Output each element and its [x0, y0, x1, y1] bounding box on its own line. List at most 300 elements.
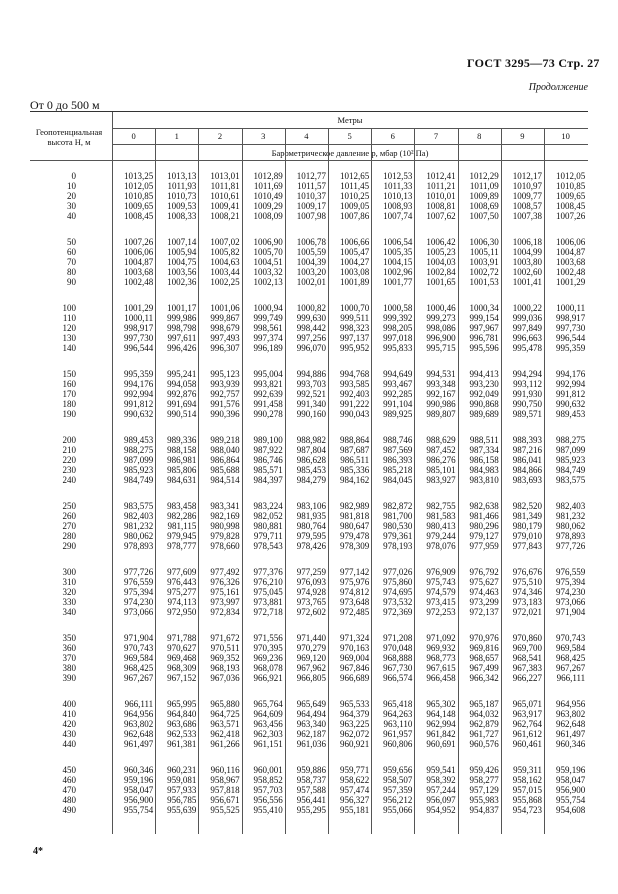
pressure-cell: 999,986	[167, 313, 197, 323]
pressure-cell: 976,326	[210, 577, 240, 587]
pressure-cell: 1011,45	[340, 181, 370, 191]
pressure-cell: 975,045	[253, 587, 283, 597]
pressure-cell: 961,381	[167, 739, 197, 749]
pressure-cell: 1007,62	[426, 211, 456, 221]
pressure-cell: 1008,69	[469, 201, 499, 211]
pressure-cell: 994,649	[383, 369, 413, 379]
pressure-cell: 997,611	[167, 333, 197, 343]
pressure-cell: 1002,84	[426, 267, 456, 277]
pressure-cell: 991,576	[210, 399, 240, 409]
pressure-cell: 994,413	[469, 369, 499, 379]
pressure-cell: 956,097	[426, 795, 456, 805]
pressure-cell: 977,726	[555, 541, 586, 551]
pressure-cell: 983,341	[210, 501, 240, 511]
pressure-cell: 987,099	[123, 455, 154, 465]
pressure-cell: 979,828	[210, 531, 240, 541]
pressure-cell: 959,426	[469, 765, 499, 775]
pressure-cell: 1004,39	[296, 257, 326, 267]
pressure-cell: 1003,80	[512, 257, 542, 267]
altitude-cell: 240	[62, 475, 76, 485]
pressure-cell: 977,142	[339, 567, 370, 577]
pressure-cell: 964,956	[123, 709, 154, 719]
pressure-cell: 1007,74	[383, 211, 413, 221]
pressure-cell: 993,467	[383, 379, 413, 389]
pressure-cell: 1000,58	[383, 303, 413, 313]
pressure-cell: 996,426	[167, 343, 197, 353]
column-number: 10	[561, 131, 570, 141]
pressure-cell: 994,176	[555, 369, 586, 379]
pressure-cell: 969,932	[426, 643, 456, 653]
pressure-cell: 994,294	[512, 369, 542, 379]
pressure-cell: 985,923	[555, 455, 586, 465]
pressure-cell: 987,334	[469, 445, 499, 455]
pressure-cell: 988,746	[383, 435, 413, 445]
pressure-cell: 966,342	[469, 673, 499, 683]
pressure-cell: 992,639	[253, 389, 283, 399]
pressure-cell: 980,062	[123, 531, 154, 541]
pressure-cell: 1002,72	[469, 267, 499, 277]
pressure-cell: 989,453	[123, 435, 154, 445]
pressure-cell: 967,730	[383, 663, 413, 673]
pressure-cell: 984,631	[167, 475, 197, 485]
altitude-cell: 370	[62, 653, 76, 663]
column-number: 5	[347, 131, 352, 141]
pressure-cell: 971,904	[555, 607, 586, 617]
pressure-cell: 994,176	[123, 379, 154, 389]
pressure-cell: 969,004	[339, 653, 370, 663]
pressure-cell: 983,458	[167, 501, 197, 511]
altitude-cell: 300	[62, 567, 76, 577]
pressure-cell: 1012,05	[123, 181, 154, 191]
pressure-cell: 1008,33	[167, 211, 197, 221]
pressure-cell: 999,749	[253, 313, 283, 323]
pressure-cell: 960,346	[123, 765, 154, 775]
pressure-cell: 986,981	[167, 455, 197, 465]
altitude-cell: 100	[62, 303, 76, 313]
pressure-cell: 961,957	[383, 729, 413, 739]
pressure-cell: 967,846	[339, 663, 370, 673]
pressure-cell: 999,867	[210, 313, 240, 323]
pressure-cell: 960,806	[383, 739, 413, 749]
pressure-cell: 954,837	[469, 805, 499, 815]
pressure-cell: 996,070	[296, 343, 326, 353]
pressure-cell: 987,216	[512, 445, 542, 455]
pressure-cell: 1000,11	[556, 303, 586, 313]
pressure-cell: 995,952	[339, 343, 370, 353]
altitude-cell: 220	[62, 455, 76, 465]
pressure-cell: 1009,53	[167, 201, 197, 211]
pressure-cell: 963,917	[512, 709, 542, 719]
altitude-cell: 110	[62, 313, 76, 323]
pressure-cell: 1002,36	[167, 277, 197, 287]
pressure-cell: 982,403	[555, 501, 586, 511]
pressure-cell: 973,183	[512, 597, 542, 607]
pressure-cell: 977,026	[383, 567, 413, 577]
pressure-cell: 991,104	[383, 399, 413, 409]
pressure-cell: 1010,85	[555, 181, 586, 191]
pressure-cell: 973,881	[253, 597, 283, 607]
pressure-cell: 974,695	[383, 587, 413, 597]
pressure-cell: 1012,17	[512, 171, 542, 181]
pressure-cell: 1001,77	[383, 277, 413, 287]
pressure-cell: 986,864	[210, 455, 240, 465]
pressure-cell: 1009,17	[296, 201, 326, 211]
pressure-cell: 982,638	[469, 501, 499, 511]
pressure-cell: 978,076	[426, 541, 456, 551]
pressure-cell: 980,998	[210, 521, 240, 531]
altitude-cell: 260	[62, 511, 76, 521]
pressure-cell: 1007,38	[512, 211, 542, 221]
pressure-cell: 992,285	[383, 389, 413, 399]
pressure-cell: 1005,82	[210, 247, 240, 257]
pressure-cell: 990,396	[210, 409, 240, 419]
pressure-cell: 1000,82	[296, 303, 326, 313]
pressure-cell: 992,994	[123, 389, 154, 399]
pressure-cell: 998,086	[426, 323, 456, 333]
pressure-cell: 1007,86	[339, 211, 370, 221]
column-number: 7	[433, 131, 439, 141]
pressure-cell: 968,657	[469, 653, 499, 663]
pressure-cell: 966,805	[296, 673, 326, 683]
pressure-cell: 967,267	[555, 663, 586, 673]
pressure-cell: 997,730	[123, 333, 154, 343]
pressure-cell: 981,232	[555, 511, 586, 521]
pressure-cell: 986,158	[469, 455, 499, 465]
pressure-cell: 979,127	[469, 531, 499, 541]
pressure-cell: 955,754	[123, 805, 154, 815]
pressure-cell: 1012,29	[469, 171, 499, 181]
pressure-cell: 974,579	[426, 587, 456, 597]
pressure-cell: 962,994	[426, 719, 456, 729]
pressure-cell: 987,452	[426, 445, 456, 455]
pressure-cell: 988,511	[469, 435, 499, 445]
pressure-cell: 1009,05	[339, 201, 370, 211]
pressure-cell: 1010,01	[426, 191, 456, 201]
pressure-cell: 1000,11	[124, 313, 154, 323]
pressure-cell: 996,544	[555, 333, 586, 343]
pressure-cell: 999,630	[296, 313, 326, 323]
pressure-cell: 986,628	[296, 455, 326, 465]
pressure-cell: 996,663	[512, 333, 542, 343]
pressure-cell: 959,081	[167, 775, 197, 785]
altitude-range-label: От 0 до 500 м	[30, 98, 100, 112]
altitude-cell: 10	[67, 181, 76, 191]
altitude-cell: 80	[67, 267, 76, 277]
pressure-subheader: Барометрическое давление p, мбар (10² Па)	[271, 148, 429, 158]
pressure-cell: 969,120	[296, 653, 326, 663]
pressure-cell: 974,230	[555, 587, 586, 597]
pressure-cell: 981,115	[167, 521, 197, 531]
pressure-cell: 1013,25	[123, 171, 154, 181]
column-number: 4	[304, 131, 309, 141]
pressure-cell: 961,497	[123, 739, 154, 749]
pressure-cell: 992,521	[296, 389, 326, 399]
pressure-cell: 958,622	[339, 775, 370, 785]
altitude-cell: 470	[62, 785, 76, 795]
pressure-cell: 960,231	[167, 765, 197, 775]
pressure-cell: 982,755	[426, 501, 456, 511]
altitude-cell: 320	[62, 587, 76, 597]
altitude-cell: 200	[62, 435, 76, 445]
pressure-cell: 998,442	[296, 323, 326, 333]
pressure-cell: 974,812	[339, 587, 370, 597]
pressure-cell: 1004,99	[512, 247, 542, 257]
pressure-cell: 1002,48	[123, 277, 154, 287]
pressure-cell: 1008,93	[383, 201, 413, 211]
pressure-cell: 991,812	[123, 399, 154, 409]
pressure-cell: 984,983	[469, 465, 499, 475]
pressure-cell: 992,049	[469, 389, 499, 399]
pressure-cell: 969,352	[210, 653, 240, 663]
pressure-cell: 971,092	[426, 633, 456, 643]
pressure-cell: 962,764	[512, 719, 542, 729]
pressure-cell: 1012,89	[253, 171, 283, 181]
pressure-cell: 975,510	[512, 577, 542, 587]
pressure-cell: 983,106	[296, 501, 326, 511]
pressure-cell: 987,922	[253, 445, 283, 455]
pressure-cell: 975,627	[469, 577, 499, 587]
altitude-cell: 410	[62, 709, 76, 719]
pressure-cell: 990,043	[339, 409, 370, 419]
pressure-cell: 1007,98	[296, 211, 326, 221]
pressure-cell: 999,511	[340, 313, 370, 323]
altitude-cell: 400	[62, 699, 76, 709]
pressure-cell: 961,266	[210, 739, 240, 749]
pressure-cell: 972,137	[469, 607, 499, 617]
pressure-cell: 966,689	[339, 673, 370, 683]
pressure-cell: 978,893	[555, 531, 586, 541]
pressure-cell: 971,904	[123, 633, 154, 643]
pressure-cell: 995,123	[210, 369, 240, 379]
pressure-cell: 1005,94	[167, 247, 197, 257]
pressure-cell: 1002,13	[253, 277, 283, 287]
pressure-cell: 978,777	[167, 541, 197, 551]
pressure-cell: 981,232	[123, 521, 154, 531]
altitude-cell: 340	[62, 607, 76, 617]
pressure-cell: 972,369	[383, 607, 413, 617]
pressure-cell: 955,181	[339, 805, 370, 815]
pressure-cell: 1005,47	[339, 247, 370, 257]
pressure-cell: 980,062	[555, 521, 586, 531]
altitude-cell: 350	[62, 633, 76, 643]
pressure-cell: 995,359	[123, 369, 154, 379]
pressure-cell: 990,868	[469, 399, 499, 409]
pressure-cell: 975,394	[555, 577, 586, 587]
pressure-cell: 965,187	[469, 699, 499, 709]
pressure-cell: 990,278	[253, 409, 283, 419]
pressure-cell: 960,576	[469, 739, 499, 749]
pressure-cell: 1013,13	[167, 171, 197, 181]
pressure-cell: 984,162	[339, 475, 370, 485]
pressure-cell: 982,052	[253, 511, 283, 521]
altitude-cell: 120	[62, 323, 76, 333]
pressure-cell: 1003,56	[167, 267, 197, 277]
pressure-cell: 985,336	[339, 465, 370, 475]
pressure-cell: 955,410	[253, 805, 283, 815]
pressure-cell: 995,596	[469, 343, 499, 353]
pressure-cell: 963,340	[296, 719, 326, 729]
pressure-cell: 983,224	[253, 501, 283, 511]
pressure-cell: 958,277	[469, 775, 499, 785]
pressure-cell: 964,725	[210, 709, 240, 719]
pressure-cell: 994,058	[167, 379, 197, 389]
stub-header: Геопотенциальная высота H, м	[35, 127, 103, 147]
pressure-cell: 1006,42	[426, 237, 456, 247]
pressure-cell: 978,543	[253, 541, 283, 551]
pressure-cell: 964,148	[426, 709, 456, 719]
pressure-cell: 958,392	[426, 775, 456, 785]
altitude-cell: 0	[71, 171, 76, 181]
pressure-cell: 956,785	[167, 795, 197, 805]
pressure-cell: 996,307	[210, 343, 240, 353]
pressure-cell: 967,962	[296, 663, 326, 673]
pressure-cell: 1006,30	[469, 237, 499, 247]
pressure-cell: 970,743	[123, 643, 154, 653]
pressure-cell: 983,575	[123, 501, 154, 511]
pressure-cell: 955,295	[296, 805, 326, 815]
pressure-cell: 960,461	[512, 739, 542, 749]
pressure-cell: 957,588	[296, 785, 326, 795]
pressure-cell: 992,876	[167, 389, 197, 399]
pressure-cell: 970,395	[253, 643, 283, 653]
pressure-cell: 1002,60	[512, 267, 542, 277]
altitude-cell: 190	[62, 409, 76, 419]
pressure-cell: 1002,96	[383, 267, 413, 277]
pressure-cell: 990,514	[167, 409, 197, 419]
pressure-cell: 979,945	[167, 531, 197, 541]
pressure-cell: 971,324	[339, 633, 370, 643]
pressure-cell: 983,575	[555, 475, 586, 485]
pressure-cell: 1008,57	[512, 201, 542, 211]
pressure-cell: 1009,77	[512, 191, 542, 201]
altitude-cell: 460	[62, 775, 76, 785]
pressure-cell: 961,612	[512, 729, 542, 739]
altitude-cell: 160	[62, 379, 76, 389]
pressure-cell: 996,544	[123, 343, 154, 353]
pressure-cell: 998,917	[555, 313, 586, 323]
pressure-cell: 962,303	[253, 729, 283, 739]
pressure-cell: 973,299	[469, 597, 499, 607]
pressure-cell: 974,230	[123, 597, 154, 607]
pressure-cell: 1003,32	[253, 267, 283, 277]
pressure-cell: 954,952	[426, 805, 456, 815]
pressure-cell: 964,032	[469, 709, 499, 719]
pressure-cell: 965,302	[426, 699, 456, 709]
pressure-cell: 971,672	[210, 633, 240, 643]
altitude-cell: 380	[62, 663, 76, 673]
pressure-cell: 995,833	[383, 343, 413, 353]
pressure-cell: 994,886	[296, 369, 326, 379]
pressure-cell: 963,571	[210, 719, 240, 729]
pressure-cell: 957,244	[426, 785, 456, 795]
altitude-cell: 150	[62, 369, 76, 379]
pressure-cell: 983,693	[512, 475, 542, 485]
pressure-cell: 997,730	[555, 323, 586, 333]
pressure-cell: 964,840	[167, 709, 197, 719]
pressure-cell: 978,893	[123, 541, 154, 551]
pressure-cell: 959,886	[296, 765, 326, 775]
pressure-cell: 970,860	[512, 633, 542, 643]
pressure-cell: 968,773	[426, 653, 456, 663]
column-number: 0	[131, 131, 136, 141]
pressure-cell: 991,930	[512, 389, 542, 399]
pressure-cell: 965,880	[210, 699, 240, 709]
pressure-cell: 973,532	[383, 597, 413, 607]
pressure-cell: 990,750	[512, 399, 542, 409]
pressure-cell: 957,933	[167, 785, 197, 795]
pressure-cell: 957,129	[469, 785, 499, 795]
column-number: 1	[174, 131, 179, 141]
pressure-cell: 1001,06	[210, 303, 240, 313]
pressure-cell: 983,810	[469, 475, 499, 485]
pressure-cell: 979,361	[383, 531, 413, 541]
pressure-cell: 1010,37	[296, 191, 326, 201]
pressure-cell: 1000,34	[469, 303, 499, 313]
altitude-cell: 330	[62, 597, 76, 607]
altitude-cell: 210	[62, 445, 76, 455]
column-number: 8	[477, 131, 482, 141]
pressure-cell: 980,647	[339, 521, 370, 531]
pressure-cell: 1007,50	[469, 211, 499, 221]
pressure-cell: 976,676	[512, 567, 542, 577]
pressure-cell: 1007,26	[555, 211, 586, 221]
pressure-cell: 1008,21	[210, 211, 240, 221]
pressure-cell: 970,279	[296, 643, 326, 653]
pressure-cell: 1010,49	[253, 191, 283, 201]
pressure-cell: 963,802	[555, 709, 586, 719]
altitude-cell: 20	[67, 191, 76, 201]
pressure-cell: 1012,77	[296, 171, 326, 181]
pressure-cell: 977,376	[253, 567, 283, 577]
pressure-cell: 1010,61	[210, 191, 240, 201]
pressure-cell: 992,167	[426, 389, 456, 399]
pressure-cell: 961,842	[426, 729, 456, 739]
pressure-cell: 1005,59	[296, 247, 326, 257]
pressure-cell: 973,765	[296, 597, 326, 607]
pressure-cell: 995,478	[512, 343, 542, 353]
pressure-cell: 984,279	[296, 475, 326, 485]
pressure-cell: 990,632	[123, 409, 154, 419]
pressure-cell: 959,196	[123, 775, 154, 785]
pressure-cell: 958,507	[383, 775, 413, 785]
pressure-cell: 1005,35	[383, 247, 413, 257]
pressure-cell: 981,466	[469, 511, 499, 521]
pressure-cell: 997,137	[339, 333, 370, 343]
pressure-cell: 991,340	[296, 399, 326, 409]
pressure-cell: 957,359	[383, 785, 413, 795]
pressure-cell: 965,533	[339, 699, 370, 709]
altitude-cell: 250	[62, 501, 76, 511]
pressure-cell: 987,804	[296, 445, 326, 455]
pressure-cell: 984,866	[512, 465, 542, 475]
pressure-cell: 956,556	[253, 795, 283, 805]
pressure-cell: 985,453	[296, 465, 326, 475]
pressure-cell: 1006,54	[383, 237, 413, 247]
pressure-cell: 1004,87	[555, 247, 586, 257]
pressure-cell: 995,359	[555, 343, 586, 353]
meters-header: Метры	[337, 115, 363, 125]
pressure-cell: 969,584	[555, 643, 586, 653]
pressure-cell: 1010,25	[339, 191, 370, 201]
pressure-cell: 957,703	[253, 785, 283, 795]
pressure-cell: 975,860	[383, 577, 413, 587]
pressure-cell: 987,099	[555, 445, 586, 455]
pressure-cell: 982,872	[383, 501, 413, 511]
pressure-cell: 1007,26	[123, 237, 154, 247]
pressure-cell: 965,995	[167, 699, 197, 709]
page-number: 4*	[33, 846, 43, 857]
pressure-cell: 1008,45	[123, 211, 154, 221]
